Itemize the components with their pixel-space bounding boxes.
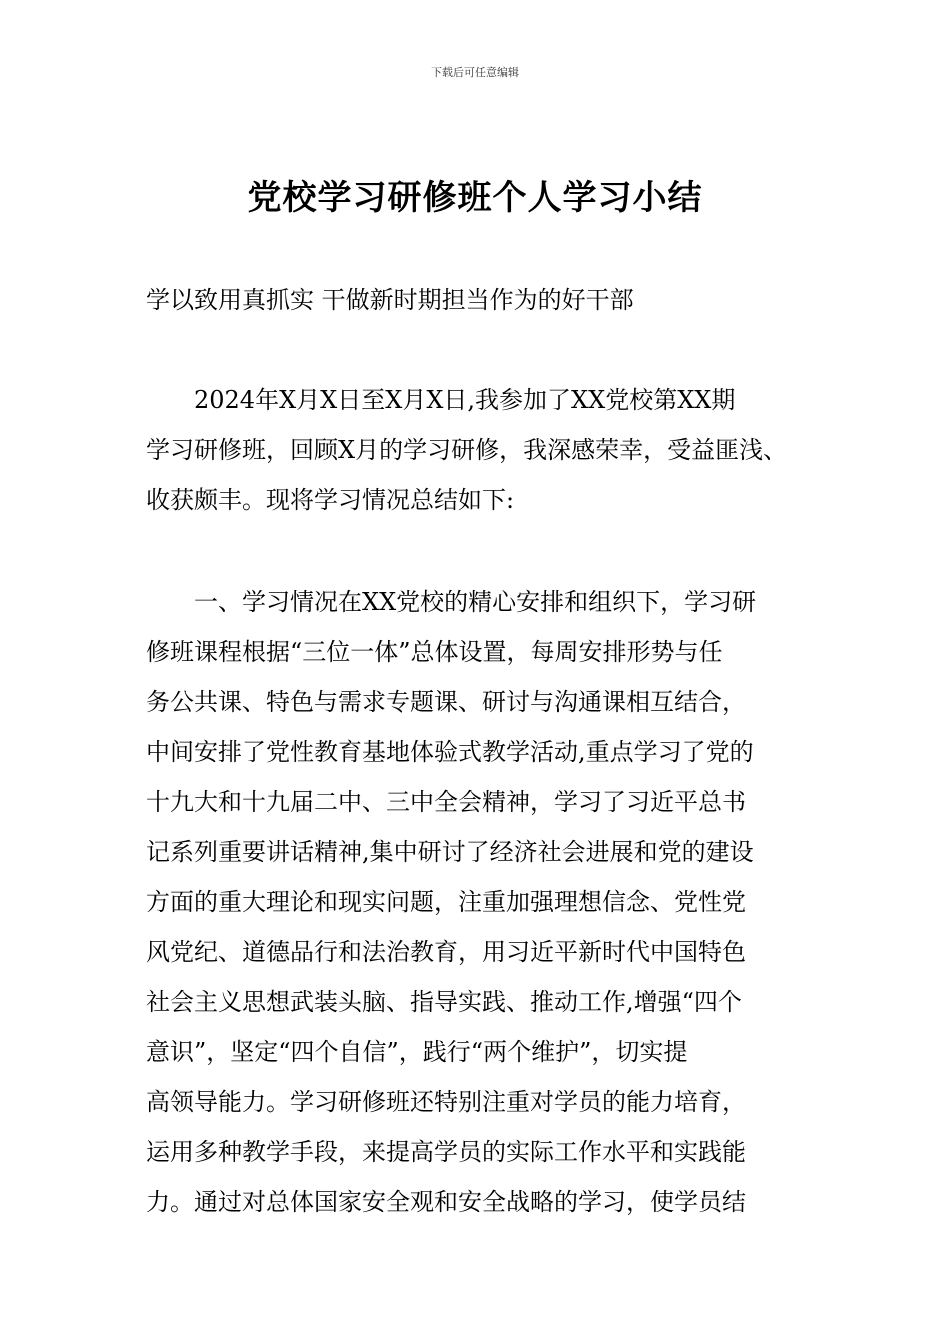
paragraph-line: 力。通过对总体国家安全观和安全战略的学习，使学员结	[146, 1188, 746, 1216]
paragraph-line: 一、学习情况在XX党校的精心安排和组织下，学习研	[194, 588, 757, 616]
paragraph-section-one	[146, 577, 810, 1227]
paragraph-line: 高领导能力。学习研修班还特别注重对学员的能力培育，	[146, 1088, 746, 1116]
paragraph-line: 十九大和十九届二中、三中全会精神，学习了习近平总书	[146, 788, 746, 816]
paragraph-line: 学习研修班，回顾X月的学习研修，我深感荣幸，受益匪浅、	[146, 436, 788, 464]
paragraph-line: 社会主义思想武装头脑、指导实践、推动工作,增强“四个	[146, 988, 742, 1016]
document-title: 党校学习研修班个人学习小结	[247, 178, 703, 218]
header-note: 下载后可任意编辑	[431, 66, 519, 79]
paragraph-line: 收获颇丰。现将学习情况总结如下:	[146, 486, 515, 514]
paragraph-line: 务公共课、特色与需求专题课、研讨与沟通课相互结合，	[146, 688, 746, 716]
paragraph-line: 意识”，坚定“四个自信”，践行“两个维护”，切实提	[146, 1038, 688, 1066]
paragraph-line: 风党纪、道德品行和法治教育，用习近平新时代中国特色	[146, 938, 746, 966]
paragraph-line: 记系列重要讲话精神,集中研讨了经济社会进展和党的建设	[146, 838, 754, 866]
paragraph-line: 运用多种教学手段，来提高学员的实际工作水平和实践能	[146, 1138, 746, 1166]
paragraph-line: 修班课程根据“三位一体”总体设置，每周安排形势与任	[146, 638, 723, 666]
paragraph-line: 方面的重大理论和现实问题，注重加强理想信念、党性党	[146, 888, 746, 916]
paragraph-line: 中间安排了党性教育基地体验式教学活动,重点学习了党的	[146, 738, 754, 766]
paragraph-intro	[146, 375, 810, 525]
document-subtitle: 学以致用真抓实 干做新时期担当作为的好干部	[146, 286, 634, 314]
paragraph-line: 2024年X月X日至X月X日,我参加了XX党校第XX期	[194, 386, 736, 414]
